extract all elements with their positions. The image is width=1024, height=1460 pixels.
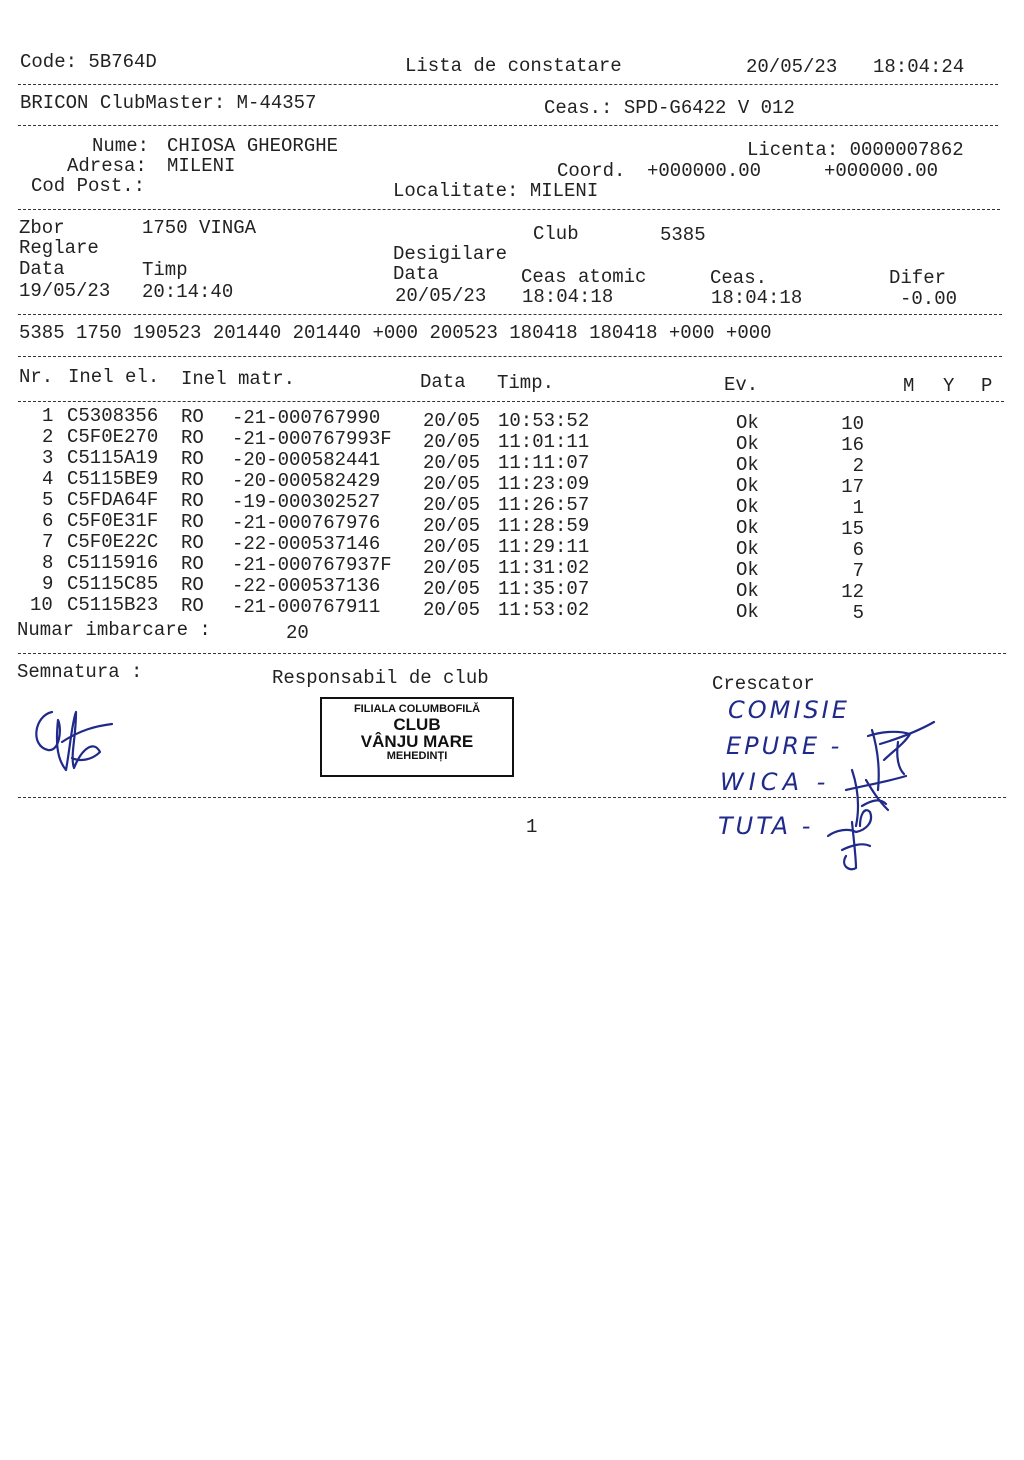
crescator-label: Crescator [712, 673, 815, 695]
cell-date: 20/05 [423, 578, 481, 600]
cell-country: RO [181, 469, 204, 491]
col-ev: Ev. [724, 374, 759, 396]
cell-date: 20/05 [423, 515, 481, 537]
cell-date: 20/05 [423, 410, 481, 432]
cell-matr: -21-000767911 [232, 596, 381, 618]
cell-nr: 9 [42, 573, 54, 595]
cell-time: 11:35:07 [498, 578, 590, 600]
reglare-timp-label: Timp [142, 259, 188, 281]
cell-rank: 7 [852, 560, 864, 582]
tuta-signature [828, 810, 871, 869]
cell-country: RO [181, 511, 204, 533]
cell-country: RO [181, 448, 204, 470]
cell-nr: 5 [42, 489, 54, 511]
cell-date: 20/05 [423, 431, 481, 453]
cell-ev: Ok [736, 433, 759, 455]
cell-ev: Ok [736, 454, 759, 476]
difer-value: -0.00 [900, 288, 958, 310]
cell-country: RO [181, 574, 204, 596]
cell-time: 11:53:02 [498, 599, 590, 621]
localitate: Localitate: MILENI [393, 180, 599, 202]
owner-name: CHIOSA GHEORGHE [167, 135, 339, 157]
cell-ev: Ok [736, 475, 759, 497]
handwriting-line-4: TUTA - [718, 812, 814, 840]
difer-label: Difer [889, 267, 947, 289]
numar-imbarcare-label: Numar imbarcare : [17, 619, 211, 641]
col-inel-matr: Inel matr. [181, 368, 296, 390]
cell-nr: 8 [42, 552, 54, 574]
coord-value-2: +000000.00 [824, 160, 939, 182]
cell-date: 20/05 [423, 536, 481, 558]
divider [18, 797, 1006, 798]
club-master: BRICON ClubMaster: M-44357 [20, 92, 317, 114]
cell-nr: 10 [30, 594, 53, 616]
reglare-time: 20:14:40 [142, 281, 234, 303]
cell-rank: 17 [841, 476, 864, 498]
clock-id: Ceas.: SPD-G6422 V 012 [544, 97, 795, 119]
reglare-date: 19/05/23 [19, 280, 111, 302]
coord-label: Coord. [557, 160, 626, 182]
licenta: Licenta: 0000007862 [747, 139, 964, 161]
desigilare-date: 20/05/23 [395, 285, 487, 307]
semnatura-label: Semnatura : [17, 661, 143, 683]
cell-ev: Ok [736, 496, 759, 518]
cell-date: 20/05 [423, 473, 481, 495]
cell-country: RO [181, 427, 204, 449]
ceas-atomic-value: 18:04:18 [522, 286, 614, 308]
cell-ev: Ok [736, 538, 759, 560]
nume-label: Nume: [92, 135, 150, 157]
epure-signature [868, 722, 934, 790]
col-y: Y [943, 375, 955, 397]
col-nr: Nr. [19, 366, 54, 388]
owner-address: MILENI [167, 155, 236, 177]
handwriting-line-3: WICA - [720, 768, 831, 796]
header-time: 18:04:24 [873, 56, 965, 78]
col-data: Data [420, 371, 466, 393]
page-number: 1 [526, 816, 538, 838]
cell-time: 11:11:07 [498, 452, 590, 474]
reglare-label: Reglare [19, 237, 99, 259]
stamp-line-1: FILIALA COLUMBOFILĂ [353, 703, 481, 715]
cell-matr: -19-000302527 [232, 491, 381, 513]
cod-post-label: Cod Post.: [31, 175, 146, 197]
cell-rank: 15 [841, 518, 864, 540]
cell-time: 11:28:59 [498, 515, 590, 537]
col-timp: Timp. [497, 372, 555, 394]
stamp-line-4: MEHEDINȚI [386, 750, 448, 763]
ceas-label: Ceas. [710, 267, 768, 289]
cell-inel: C5308356 [67, 405, 159, 427]
cell-inel: C5115916 [67, 552, 159, 574]
cell-time: 10:53:52 [498, 410, 590, 432]
stamp-line-2: CLUB [393, 714, 441, 734]
handwriting-line-2: EPURE - [726, 732, 843, 760]
cell-ev: Ok [736, 559, 759, 581]
cell-rank: 1 [852, 497, 864, 519]
stamp-line-3: VÂNJU MARE [360, 732, 474, 752]
cell-date: 20/05 [423, 557, 481, 579]
cell-time: 11:01:11 [498, 431, 590, 453]
cell-nr: 2 [42, 426, 54, 448]
adresa-label: Adresa: [67, 155, 147, 177]
cell-ev: Ok [736, 412, 759, 434]
cell-rank: 16 [841, 434, 864, 456]
code-line: 5385 1750 190523 201440 201440 +000 200523 180418 180418 +000 +000 [19, 322, 772, 344]
cell-country: RO [181, 553, 204, 575]
cell-rank: 2 [852, 455, 864, 477]
document-code: Code: 5B764D [20, 51, 157, 73]
cell-time: 11:31:02 [498, 557, 590, 579]
cell-rank: 5 [852, 602, 864, 624]
desigilare-label: Desigilare [393, 243, 508, 265]
cell-inel: C5115A19 [67, 447, 159, 469]
club-value: 5385 [660, 224, 706, 246]
cell-ev: Ok [736, 580, 759, 602]
cell-matr: -21-000767937F [232, 554, 392, 576]
reglare-data-label: Data [19, 258, 65, 280]
cell-inel: C5FDA64F [67, 489, 159, 511]
responsabil-label: Responsabil de club [272, 667, 489, 689]
desigilare-data-label: Data [393, 263, 439, 285]
numar-imbarcare-value: 20 [286, 622, 309, 644]
cell-inel: C5115BE9 [67, 468, 159, 490]
cell-matr: -22-000537146 [232, 533, 381, 555]
cell-date: 20/05 [423, 452, 481, 474]
cell-inel: C5F0E270 [67, 426, 159, 448]
cell-time: 11:26:57 [498, 494, 590, 516]
cell-inel: C5115C85 [67, 573, 159, 595]
cell-inel: C5F0E31F [67, 510, 159, 532]
cell-country: RO [181, 532, 204, 554]
cell-matr: -21-000767990 [232, 407, 381, 429]
cell-rank: 12 [841, 581, 864, 603]
cell-matr: -22-000537136 [232, 575, 381, 597]
cell-nr: 6 [42, 510, 54, 532]
cell-inel: C5F0E22C [67, 531, 159, 553]
cell-rank: 6 [852, 539, 864, 561]
col-m: M [903, 375, 915, 397]
cell-country: RO [181, 595, 204, 617]
col-inel-el: Inel el. [68, 366, 160, 388]
cell-ev: Ok [736, 601, 759, 623]
cell-nr: 4 [42, 468, 54, 490]
coord-value-1: +000000.00 [647, 160, 762, 182]
cell-matr: -21-000767976 [232, 512, 381, 534]
col-p: P [981, 375, 993, 397]
zbor-label: Zbor [19, 217, 65, 239]
cell-country: RO [181, 406, 204, 428]
wica-signature [846, 770, 906, 826]
ceas-value: 18:04:18 [711, 287, 803, 309]
cell-nr: 7 [42, 531, 54, 553]
semnatura-signature [36, 712, 112, 770]
cell-time: 11:23:09 [498, 473, 590, 495]
cell-time: 11:29:11 [498, 536, 590, 558]
cell-date: 20/05 [423, 494, 481, 516]
zbor-value: 1750 VINGA [142, 217, 257, 239]
cell-rank: 10 [841, 413, 864, 435]
cell-country: RO [181, 490, 204, 512]
cell-inel: C5115B23 [67, 594, 159, 616]
ceas-atomic-label: Ceas atomic [521, 266, 647, 288]
cell-ev: Ok [736, 517, 759, 539]
club-label: Club [533, 223, 579, 245]
cell-matr: -20-000582429 [232, 470, 381, 492]
cell-matr: -20-000582441 [232, 449, 381, 471]
cell-date: 20/05 [423, 599, 481, 621]
header-date: 20/05/23 [746, 56, 838, 78]
cell-nr: 1 [42, 405, 54, 427]
cell-matr: -21-000767993F [232, 428, 392, 450]
document-title: Lista de constatare [405, 55, 622, 77]
handwriting-line-1: COMISIE [728, 696, 850, 724]
cell-nr: 3 [42, 447, 54, 469]
